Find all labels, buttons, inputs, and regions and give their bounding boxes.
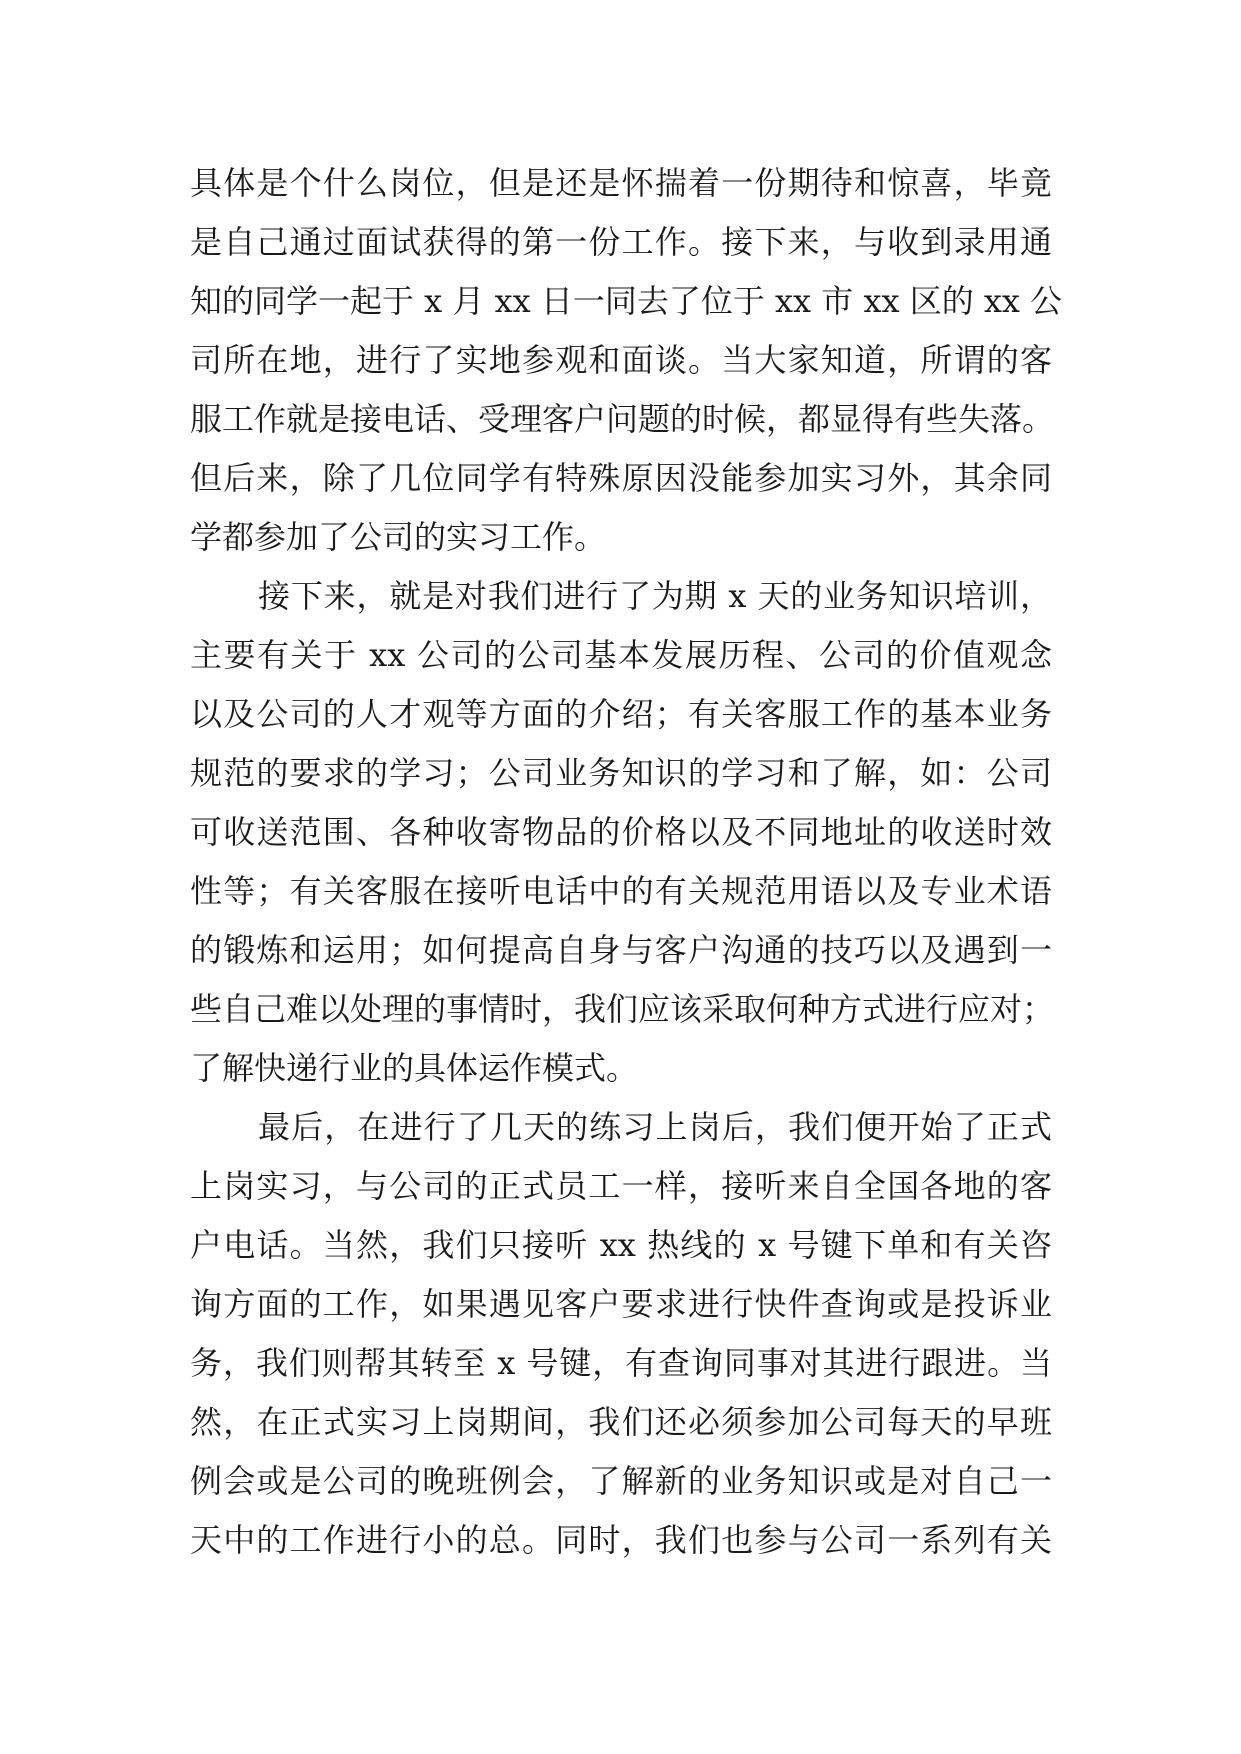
text-line: 天中的工作进行小的总。同时，我们也参与公司一系列有关	[190, 1521, 1052, 1559]
text-line: 些自己难以处理的事情时，我们应该采取何种方式进行应对；	[190, 990, 1055, 1028]
text-line: 学都参加了公司的实习工作。	[190, 518, 607, 556]
text-line: 的锻炼和运用；如何提高自身与客户沟通的技巧以及遇到一	[190, 931, 1052, 969]
text-line: 上岗实习，与公司的正式员工一样，接听来自全国各地的客	[190, 1167, 1052, 1205]
text-line: 户电话。当然，我们只接听 xx 热线的 x 号键下单和有关咨	[190, 1226, 1052, 1264]
text-line: 知的同学一起于 x 月 xx 日一同去了位于 xx 市 xx 区的 xx 公	[190, 282, 1063, 320]
text-line: 是自己通过面试获得的第一份工作。接下来，与收到录用通	[190, 223, 1052, 261]
text-line: 最后，在进行了几天的练习上岗后，我们便开始了正式	[258, 1108, 1052, 1146]
text-line: 规范的要求的学习；公司业务知识的学习和了解，如：公司	[190, 754, 1052, 792]
text-line: 性等；有关客服在接听电话中的有关规范用语以及专业术语	[190, 872, 1052, 910]
text-line: 服工作就是接电话、受理客户问题的时候，都显得有些失落。	[190, 400, 1055, 438]
text-line: 可收送范围、各种收寄物品的价格以及不同地址的收送时效	[190, 813, 1052, 851]
text-line: 但后来，除了几位同学有特殊原因没能参加实习外，其余同	[190, 459, 1052, 497]
paragraph	[190, 1098, 1052, 1570]
body-text	[190, 154, 1063, 1570]
text-line: 务，我们则帮其转至 x 号键，有查询同事对其进行跟进。当	[190, 1344, 1052, 1382]
text-line: 主要有关于 xx 公司的公司基本发展历程、公司的价值观念	[190, 636, 1052, 674]
paragraph	[190, 154, 1063, 567]
text-line: 然，在正式实习上岗期间，我们还必须参加公司每天的早班	[190, 1403, 1052, 1441]
text-line: 例会或是公司的晚班例会，了解新的业务知识或是对自己一	[190, 1462, 1052, 1500]
text-line: 司所在地，进行了实地参观和面谈。当大家知道，所谓的客	[190, 341, 1052, 379]
paragraph	[190, 567, 1055, 1098]
text-line: 了解快递行业的具体运作模式。	[190, 1049, 639, 1087]
text-line: 询方面的工作，如果遇见客户要求进行快件查询或是投诉业	[190, 1285, 1052, 1323]
text-line: 接下来，就是对我们进行了为期 x 天的业务知识培训，	[258, 577, 1052, 615]
text-line: 具体是个什么岗位，但是还是怀揣着一份期待和惊喜，毕竟	[190, 164, 1052, 202]
text-line: 以及公司的人才观等方面的介绍；有关客服工作的基本业务	[190, 695, 1052, 733]
